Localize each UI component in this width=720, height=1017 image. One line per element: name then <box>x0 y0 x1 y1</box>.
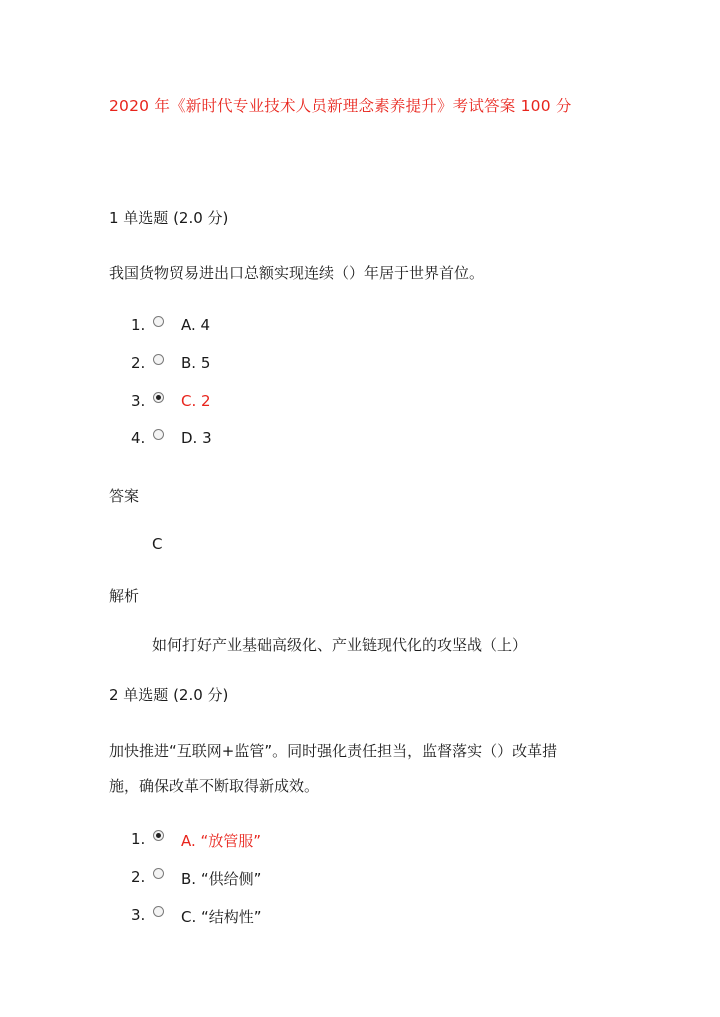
option-label: C. 2 <box>181 392 211 410</box>
analysis-text: 如何打好产业基础高级化、产业链现代化的攻坚战（上） <box>152 636 528 654</box>
option-number: 4. <box>131 429 146 447</box>
option-label: B. 5 <box>181 354 211 372</box>
radio-unchecked-icon[interactable] <box>153 868 164 879</box>
answer-label: 答案 <box>109 487 140 505</box>
option-number: 2. <box>131 354 146 372</box>
radio-checked-icon[interactable] <box>153 392 164 403</box>
option-number: 3. <box>131 392 146 410</box>
radio-checked-icon[interactable] <box>153 830 164 841</box>
option-label: B. “供给侧” <box>181 870 262 888</box>
question-1-option-d[interactable] <box>131 429 212 447</box>
question-1-stem: 我国货物贸易进出口总额实现连续（）年居于世界首位。 <box>109 264 485 282</box>
question-2-stem-line-2: 施，确保改革不断取得新成效。 <box>109 777 320 795</box>
radio-unchecked-icon[interactable] <box>153 906 164 917</box>
radio-unchecked-icon[interactable] <box>153 429 164 440</box>
question-2-option-b[interactable] <box>131 868 261 889</box>
radio-unchecked-icon[interactable] <box>153 316 164 327</box>
question-1-header: 1 单选题 (2.0 分) <box>109 209 229 227</box>
option-number: 1. <box>131 830 146 848</box>
answer-value: C <box>152 535 163 553</box>
question-1-option-a[interactable] <box>131 316 210 334</box>
question-2-stem-line-1: 加快推进“互联网+监管”。同时强化责任担当，监督落实（）改革措 <box>109 742 558 760</box>
option-number: 3. <box>131 906 146 924</box>
option-label: C. “结构性” <box>181 908 262 926</box>
question-2-option-a[interactable] <box>131 830 261 851</box>
question-2-option-c[interactable] <box>131 906 262 927</box>
option-label: A. “放管服” <box>181 832 262 850</box>
option-label: D. 3 <box>181 429 212 447</box>
question-1-option-b[interactable] <box>131 354 210 372</box>
option-label: A. 4 <box>181 316 211 334</box>
analysis-label: 解析 <box>109 587 140 605</box>
option-number: 1. <box>131 316 146 334</box>
document-title: 2020 年《新时代专业技术人员新理念素养提升》考试答案 100 分 <box>109 97 572 115</box>
question-2-header: 2 单选题 (2.0 分) <box>109 686 229 704</box>
radio-unchecked-icon[interactable] <box>153 354 164 365</box>
option-number: 2. <box>131 868 146 886</box>
question-1-option-c[interactable] <box>131 392 211 410</box>
